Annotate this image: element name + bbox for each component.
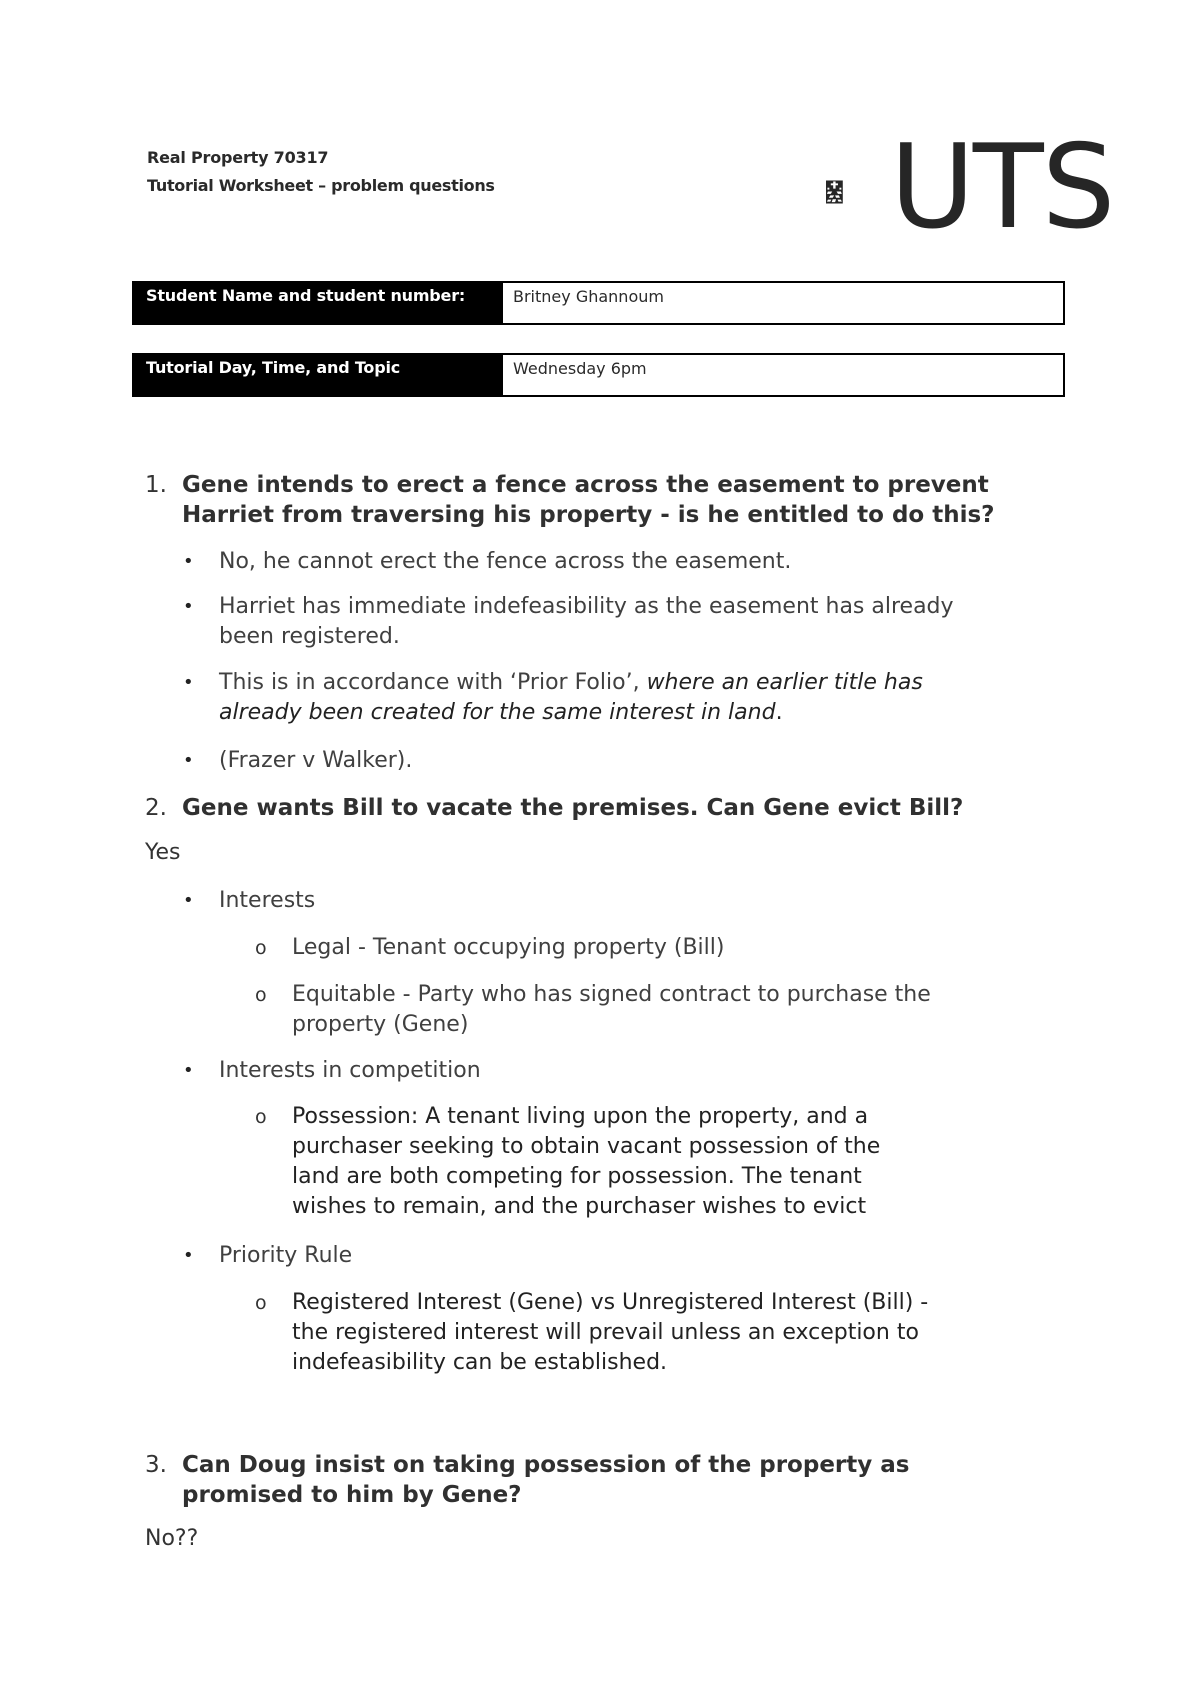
sub-bullet-icon: o — [255, 1292, 267, 1314]
question-1 — [145, 470, 1065, 530]
question-line: Harriet from traversing his property - is he entitled to do this? — [182, 502, 995, 528]
uts-logo-wordmark: UTS — [890, 120, 1114, 255]
question-line: promised to him by Gene? — [182, 1482, 522, 1508]
question-line: Gene wants Bill to vacate the premises. Can Gene evict Bill? — [182, 795, 964, 821]
list-item: • Harriet has immediate indefeasibility as the easement has already been registered. — [183, 594, 954, 649]
bullet-icon: • — [183, 890, 194, 911]
list-item: • No, he cannot erect the fence across the easement. — [183, 547, 1063, 577]
list-item: • This is in accordance with ‘Prior Folio’, where an earlier title has already been created for the same interest in land. — [183, 670, 923, 725]
student-name-field[interactable]: Britney Ghannoum — [503, 281, 1065, 325]
question-number: 3. — [145, 1452, 167, 1478]
bullet-icon: • — [183, 672, 194, 693]
worksheet-subtitle: Tutorial Worksheet – problem questions — [147, 176, 495, 195]
tutorial-field[interactable]: Wednesday 6pm — [503, 353, 1065, 397]
student-name-row — [132, 281, 1065, 325]
bullet-icon: • — [183, 1245, 194, 1266]
bullet-icon: • — [183, 551, 194, 572]
sub-bullet-icon: o — [255, 1106, 267, 1128]
sub-bullet-icon: o — [255, 937, 267, 959]
student-name-label: Student Name and student number: — [132, 281, 503, 325]
question-number: 1. — [145, 472, 167, 498]
answer-text: Yes — [145, 840, 181, 865]
sub-list-item: o Possession: A tenant living upon the property, and a purchaser seeking to obtain vacant possession of the land are both competing for possession. The tenant wishes to remain, and the purchaser wishes to evict — [255, 1104, 881, 1219]
tutorial-label: Tutorial Day, Time, and Topic — [132, 353, 503, 397]
question-line: Gene intends to erect a fence across the easement to prevent — [182, 472, 989, 498]
uts-crest-icon — [826, 144, 896, 240]
course-title: Real Property 70317 — [147, 148, 329, 167]
bullet-icon: • — [183, 596, 194, 617]
list-item: • Interests in competition — [183, 1056, 1063, 1086]
sub-list-item: o Equitable - Party who has signed contract to purchase the property (Gene) — [255, 982, 931, 1037]
list-item: • Priority Rule — [183, 1241, 1063, 1271]
list-item: • (Frazer v Walker). — [183, 746, 1063, 776]
question-line: Can Doug insist on taking possession of the property as — [182, 1452, 910, 1478]
bullet-icon: • — [183, 1060, 194, 1081]
bullet-icon: • — [183, 750, 194, 771]
question-3 — [145, 1450, 1065, 1510]
tutorial-row — [132, 353, 1065, 397]
sub-bullet-icon: o — [255, 984, 267, 1006]
question-2 — [145, 793, 1065, 823]
sub-list-item: o Registered Interest (Gene) vs Unregistered Interest (Bill) - the registered interest will prevail unless an exception to indefeasibility can be established. — [255, 1290, 929, 1375]
sub-list-item: o Legal - Tenant occupying property (Bill) — [255, 933, 1065, 963]
answer-text: No?? — [145, 1526, 199, 1551]
question-number: 2. — [145, 795, 167, 821]
list-item: • Interests — [183, 886, 1063, 916]
